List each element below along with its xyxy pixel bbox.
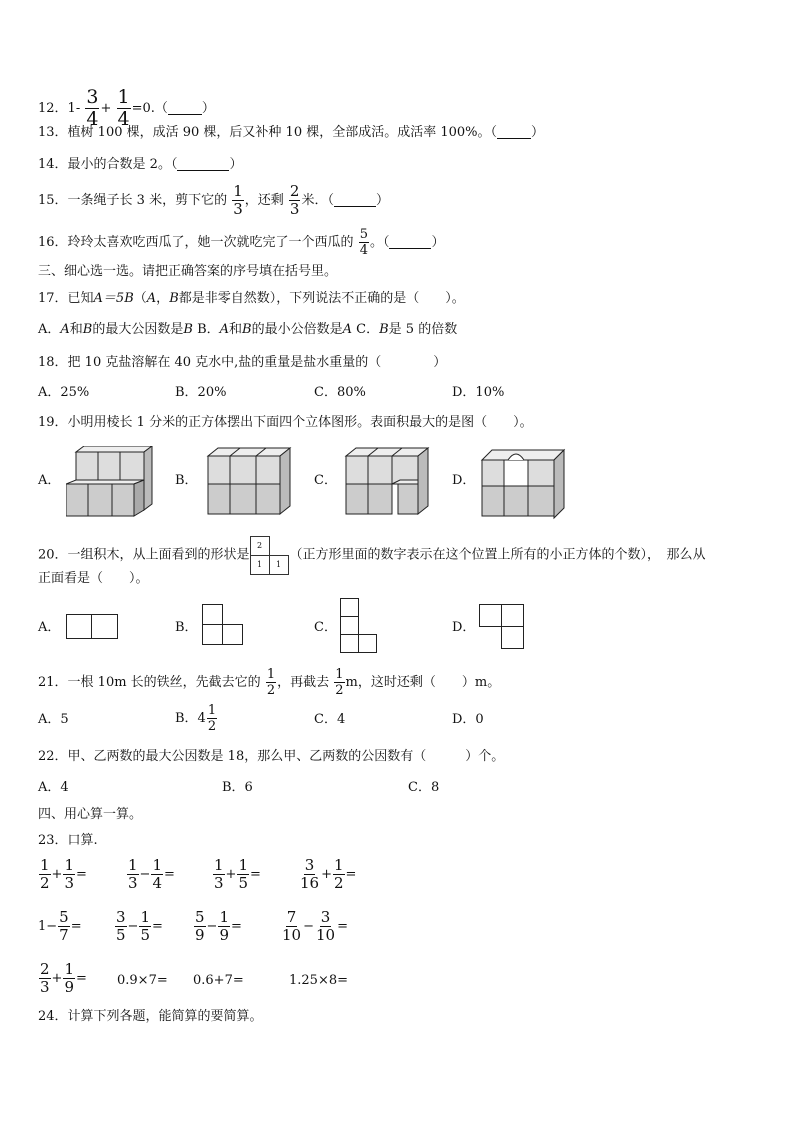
question-18: 18．把 10 克盐溶解在 40 克水中,盐的重量是盐水重量的（ ） [38,355,447,370]
cube-figure-d [478,446,568,520]
cube-figure-a [66,446,156,520]
answer-blank[interactable] [177,158,229,171]
question-14: 14．最小的合数是 2。（ ） [38,157,243,172]
option-c-label[interactable]: C． [314,473,337,488]
option-a-label[interactable]: A． [38,473,61,488]
fraction: $\frac{1}{2}$ [266,667,276,698]
option-c[interactable]: C．4 [314,712,346,727]
front-view-d [479,604,527,652]
cube-figure-c [342,446,432,520]
question-20-cont: 正面看是（ ）。 [38,571,149,586]
calc-item: 0.6+7= [193,973,244,988]
question-17: 17．已知A＝5B（A，B都是非零自然数），下列说法不正确的是（ ）。 [38,291,465,306]
section-heading: 四、用心算一算。 [38,807,143,822]
option-c[interactable]: C．B是 5 的倍数 [356,322,458,337]
question-15: 15．一条绳子长 3 米，剪下它的 $\frac{1}{3}$ ，还剩 $\frac{2}{3}$ 米．（ ） [38,182,389,218]
question-16: 16．玲玲太喜欢吃西瓜了，她一次就吃完了一个西瓜的 $\frac{5}{4}$ 。（ ） [38,227,445,258]
calc-item: $\frac{7}{10}$ − $\frac{3}{10}$ = [282,908,348,944]
calc-item: $\frac{1}{3}$ + $\frac{1}{5}$ = [214,856,261,892]
calc-item: $\frac{5}{9}$ − $\frac{1}{9}$ = [195,908,242,944]
fraction: $\frac{1}{2}$ [335,667,344,698]
fraction: $\frac{2}{3}$ [289,182,300,218]
answer-blank[interactable] [389,236,431,249]
option-b-label[interactable]: B． [175,620,198,635]
cube-figure-b [204,446,294,520]
answer-blank[interactable] [168,102,202,115]
option-a[interactable]: A．5 [38,712,69,727]
option-b[interactable]: B．A和B的最小公倍数是A [197,322,353,337]
question-13: 13．植树 100 棵，成活 90 棵，后又补种 10 棵，全部成活。成活率 100%。（ ） [38,125,545,140]
front-view-b [202,604,246,648]
front-view-a [66,614,120,640]
option-d-label[interactable]: D． [452,473,476,488]
calc-item: 0.9×7= [117,973,168,988]
calc-item: 1.25×8= [289,973,349,988]
option-b-label[interactable]: B． [175,473,198,488]
question-20: 20．一组积木，从上面看到的形状是 2 1 1 （正方形里面的数字表示在这个位置上所有的小正方体的个数）， 那么从 [38,536,706,574]
question-17-options [38,321,457,339]
question-24: 24．计算下列各题，能简算的要简算。 [38,1009,263,1024]
option-c[interactable]: C．80% [314,385,366,400]
section-heading: 三、细心选一选。请把正确答案的序号填在括号里。 [38,264,338,279]
option-c[interactable]: C．8 [408,780,440,795]
option-b[interactable]: B．6 [222,780,253,795]
option-d[interactable]: D．0 [452,712,484,727]
fraction: $\frac{1}{2}$ [207,703,217,734]
question-21: 21．一根 10m 长的铁丝，先截去它的 $\frac{1}{2}$ ，再截去 $\frac{1}{2}$ m，这时还剩（ ）m。 [38,667,501,698]
question-19: 19．小明用棱长 1 分米的正方体摆出下面四个立体图形。表面积最大的是图（ ）。 [38,415,533,430]
top-view-grid: 2 1 1 [250,536,290,574]
calc-item: $\frac{1}{3}$ − $\frac{1}{4}$ = [128,856,175,892]
fraction: $\frac{1}{4}$ [117,86,130,130]
calc-item: $\frac{2}{3}$ + $\frac{1}{9}$ = [40,960,87,996]
option-d-label[interactable]: D． [452,620,476,635]
option-a[interactable]: A．A和B的最大公因数是B [38,322,193,337]
option-c-label[interactable]: C． [314,620,337,635]
fraction: $\frac{1}{3}$ [233,182,243,218]
option-a[interactable]: A．4 [38,780,69,795]
option-b[interactable]: B．20% [175,385,227,400]
calc-item: $\frac{3}{5}$ − $\frac{1}{5}$ = [116,908,163,944]
option-b[interactable]: B．4 $\frac{1}{2}$ [175,703,217,734]
question-12: 12．1- $\frac{3}{4}$ + $\frac{1}{4}$ =0.（ ） [38,86,215,130]
fraction: $\frac{5}{4}$ [359,227,368,258]
calc-item: 1− $\frac{5}{7}$ = [38,908,82,944]
answer-blank[interactable] [334,194,376,207]
question-22: 22．甲、乙两数的最大公因数是 18，那么甲、乙两数的公因数有（ ）个。 [38,749,505,764]
fraction: $\frac{3}{4}$ [86,86,99,130]
option-a[interactable]: A．25% [38,385,90,400]
option-a-label[interactable]: A． [38,620,61,635]
question-23: 23．口算. [38,833,98,848]
option-d[interactable]: D．10% [452,385,505,400]
answer-blank[interactable] [497,126,531,139]
calc-item: $\frac{1}{2}$ + $\frac{1}{3}$ = [40,856,87,892]
front-view-c [340,598,380,656]
calc-item: $\frac{3}{16}$ + $\frac{1}{2}$ = [300,856,357,892]
